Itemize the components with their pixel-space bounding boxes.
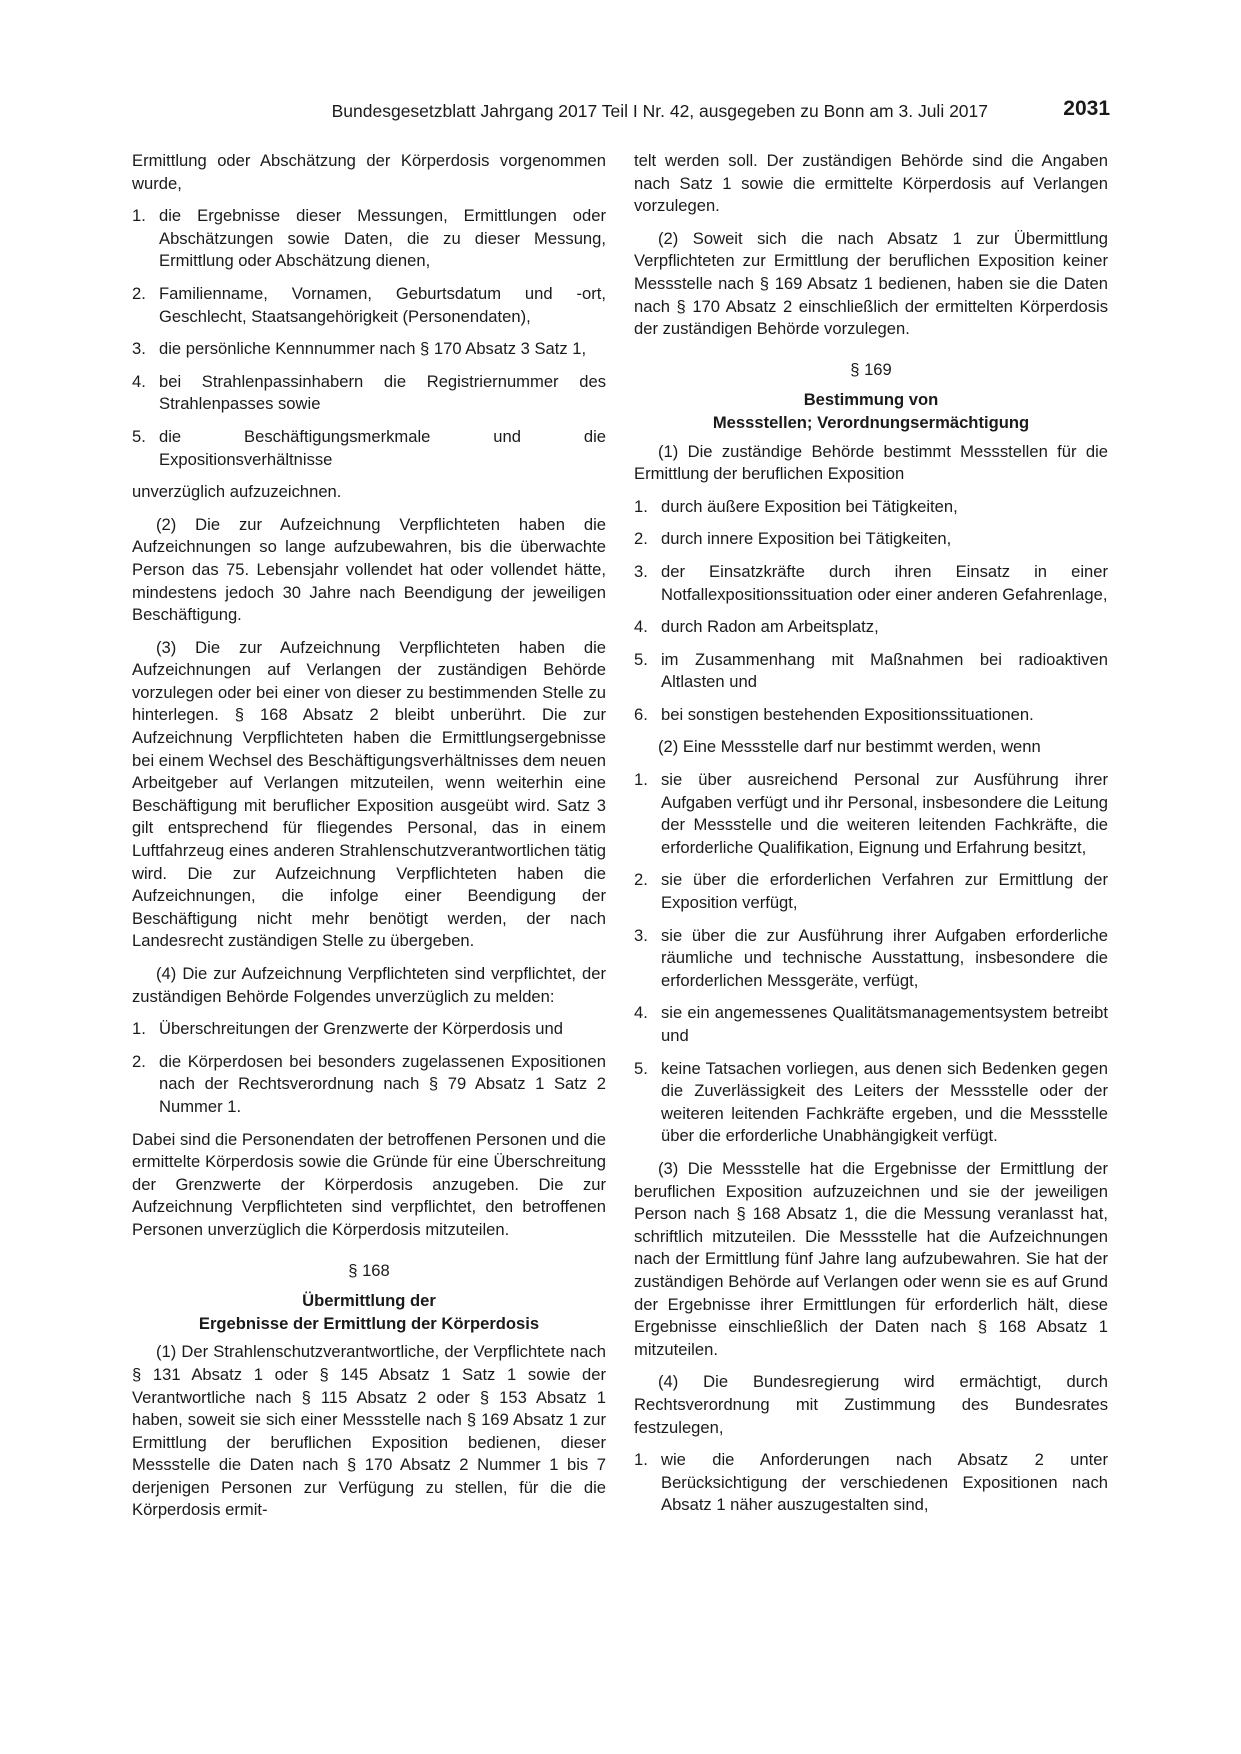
list-text: bei Strahlenpassinhabern die Registriernummer des Strahlenpasses sowie [159,371,606,414]
paragraph: (3) Die Messstelle hat die Ergebnisse der Ermittlung der beruflichen Exposition aufzuzeichnen und sie der jeweiligen Person nach § 168 Absatz 1, die die Messung veranlasst hat, schriftlich mitzuteilen. Die Messstelle hat die Aufzeichnungen nach der Ermittlung fünf Jahre lang aufzubewahren. Sie hat der zuständigen Behörde auf Verlangen oder wenn sie es auf Grund der Ergebnisse ihrer Ermittlungen für erforderlich hält, diese Ergebnisse einschließlich der Daten nach § 168 Absatz 1 mitzuteilen. [634,1158,1108,1359]
list-text: im Zusammenhang mit Maßnahmen bei radioaktiven Altlasten und [661,649,1108,692]
numbered-list [634,496,1108,727]
list-item [634,1002,1108,1047]
left-column [132,150,606,1532]
right-column [634,150,1108,1527]
list-item [132,338,606,361]
list-number: 4. [634,617,648,637]
paragraph: Ermittlung oder Abschätzung der Körperdosis vorgenommen wurde, [132,151,606,193]
numbered-list [634,1449,1108,1517]
paragraph: (3) Die zur Aufzeichnung Verpflichteten haben die Aufzeichnungen auf Verlangen der zuständigen Behörde vorzulegen oder bei einer von dieser zu bestimmenden Stelle zu hinterlegen. § 168 Absatz 2 bleibt unberührt. Die zur Aufzeichnung Verpflichteten haben die Ermittlungsergebnisse bei einem Wechsel des Beschäftigungsverhältnisses dem neuen Arbeitgeber auf Verlangen mitzuteilen, wenn weiterhin eine Beschäftigung mit beruflicher Exposition ausgeübt wird. Satz 3 gilt entsprechend für fliegendes Personal, das in einem Luftfahrzeug eines anderen Strahlenschutzverantwortlichen tätig wird. Die zur Aufzeichnung Verpflichteten haben die Aufzeichnungen, die infolge einer Beendigung der Beschäftigung nicht mehr benötigt werden, der nach Landesrecht zuständigen Stelle zu übergeben. [132,637,606,951]
list-number: 6. [634,704,648,724]
section-title-line: Bestimmung von [803,390,939,410]
list-number: 1. [634,1450,648,1470]
paragraph: Dabei sind die Personendaten der betroffenen Personen und die ermittelte Körperdosis sowie die Gründe für eine Überschreitung der Grenzwerte der Körperdosis anzugeben. Die zur Aufzeichnung Verpflichteten sind verpflichtet, den betroffenen Personen unverzüglich die Körperdosis mitzuteilen. [132,1129,606,1239]
list-item [132,283,606,328]
list-item [634,649,1108,694]
list-item [634,1449,1108,1517]
paragraph: unverzüglich aufzuzeichnen. [132,482,342,502]
numbered-list [634,769,1108,1148]
section-title [634,389,1108,434]
list-item [634,1058,1108,1148]
list-number: 1. [132,1019,146,1039]
list-item [132,426,606,471]
list-text: durch Radon am Arbeitsplatz, [661,617,879,637]
list-text: wie die Anforderungen nach Absatz 2 unter Berücksichtigung der verschiedenen Expositionen nach Absatz 1 näher auszugestalten sind, [661,1450,1108,1515]
list-text: die Körperdosen bei besonders zugelassenen Expositionen nach der Rechtsverordnung nach § 79 Absatz 1 Satz 2 Nummer 1. [159,1051,606,1116]
list-text: Familienname, Vornamen, Geburtsdatum und -ort, Geschlecht, Staatsangehörigkeit (Personendaten), [159,283,606,326]
list-text: die Beschäftigungsmerkmale und die Expositionsverhältnisse [159,426,606,469]
list-text: sie über die erforderlichen Verfahren zur Ermittlung der Exposition verfügt, [661,870,1108,913]
running-header: Bundesgesetzblatt Jahrgang 2017 Teil I Nr. 42, ausgegeben zu Bonn am 3. Juli 2017 [331,101,988,121]
list-item [634,561,1108,606]
list-item [634,496,1108,519]
paragraph: (1) Die zuständige Behörde bestimmt Messstellen für die Ermittlung der beruflichen Exposition [634,441,1108,484]
section-title [132,1290,606,1335]
list-item [634,769,1108,859]
list-text: Überschreitungen der Grenzwerte der Körperdosis und [159,1019,563,1039]
list-item [634,704,1108,727]
list-number: 2. [634,529,648,549]
list-text: die persönliche Kennnummer nach § 170 Absatz 3 Satz 1, [159,339,587,359]
list-item [132,1051,606,1119]
list-text: durch äußere Exposition bei Tätigkeiten, [661,496,958,516]
list-text: keine Tatsachen vorliegen, aus denen sich Bedenken gegen die Zuverlässigkeit des Leiters der Messstelle oder der weiteren leitenden Fachkräfte ergeben, und die Messstelle über die erforderliche Unabhängigkeit verfügt. [661,1058,1108,1146]
list-item [634,528,1108,551]
list-text: sie ein angemessenes Qualitätsmanagementsystem betreibt und [661,1003,1108,1045]
section-title-line: Messstellen; Verordnungsermächtigung [712,412,1030,432]
list-number: 5. [634,1058,648,1078]
list-item [132,1018,606,1041]
list-item [634,925,1108,993]
list-number: 3. [634,561,648,581]
list-text: sie über die zur Ausführung ihrer Aufgaben erforderliche räumliche und technische Ausstattung, insbesondere die erforderlichen Messgeräte, verfügt, [661,925,1108,990]
page-number: 2031 [1063,97,1110,120]
list-number: 5. [634,649,648,669]
list-number: 3. [634,925,648,945]
list-number: 5. [132,426,146,446]
list-number: 2. [132,283,146,303]
list-item [634,869,1108,914]
paragraph: telt werden soll. Der zuständigen Behörde sind die Angaben nach Satz 1 sowie die ermittelte Körperdosis auf Verlangen vorzulegen. [634,151,1108,216]
paragraph: (4) Die Bundesregierung wird ermächtigt, durch Rechtsverordnung mit Zustimmung des Bundesrates festzulegen, [634,1372,1108,1437]
list-item [132,371,606,416]
section-title-line: Ergebnisse der Ermittlung der Körperdosis [198,1313,540,1333]
list-number: 2. [634,870,648,890]
list-number: 1. [634,496,648,516]
list-text: bei sonstigen bestehenden Expositionssituationen. [661,704,1034,724]
numbered-list [132,205,606,471]
paragraph: (2) Eine Messstelle darf nur bestimmt werden, wenn [658,737,1041,757]
section-title-line: Übermittlung der [302,1291,436,1311]
list-number: 4. [634,1003,648,1023]
list-item [634,616,1108,639]
list-number: 3. [132,339,146,359]
paragraph: (2) Die zur Aufzeichnung Verpflichteten haben die Aufzeichnungen so lange aufzubewahren, bis die überwachte Person das 75. Lebensjahr vollendet hat oder vollendet hätte, mindestens jedoch 30 Jahre nach Beendigung der jeweiligen Beschäftigung. [132,514,606,625]
list-text: durch innere Exposition bei Tätigkeiten, [661,529,952,549]
numbered-list [132,1018,606,1118]
list-number: 1. [634,770,648,790]
paragraph: (4) Die zur Aufzeichnung Verpflichteten sind verpflichtet, der zuständigen Behörde Folgendes unverzüglich zu melden: [132,964,606,1006]
list-number: 4. [132,371,146,391]
list-number: 1. [132,206,146,226]
list-text: sie über ausreichend Personal zur Ausführung ihrer Aufgaben verfügt und ihr Personal, insbesondere die Leitung der Messstelle und die weiteren leitenden Fachkräfte, die erforderliche Qualifikation, Eignung und Erfahrung besitzt, [661,770,1108,857]
list-number: 2. [132,1051,146,1071]
list-text: der Einsatzkräfte durch ihren Einsatz in einer Notfallexpositionssituation oder einer anderen Gefahrenlage, [661,561,1108,604]
paragraph: (1) Der Strahlenschutzverantwortliche, der Verpflichtete nach § 131 Absatz 1 oder § 145 Absatz 1 Satz 1 sowie der Verantwortliche nach § 115 Absatz 2 oder § 153 Absatz 1 haben, soweit sie sich einer Messstelle nach § 169 Absatz 1 zur Ermittlung der beruflichen Exposition bedienen, dieser Messstelle die Daten nach § 170 Absatz 2 Nummer 1 bis 7 derjenigen Personen zur Verfügung zu stellen, für die die Körperdosis ermit- [132,1342,606,1520]
section-number: § 168 [348,1260,390,1280]
paragraph: (2) Soweit sich die nach Absatz 1 zur Übermittlung Verpflichteten zur Ermittlung der beruflichen Exposition keiner Messstelle nach § 169 Absatz 1 bedienen, haben sie die Daten nach § 170 Absatz 2 einschließlich der ermittelten Körperdosis der zuständigen Behörde vorzulegen. [634,228,1108,339]
list-item [132,205,606,273]
section-number: § 169 [850,359,892,379]
list-text: die Ergebnisse dieser Messungen, Ermittlungen oder Abschätzungen sowie Daten, die zu dieser Messung, Ermittlung oder Abschätzung dienen, [159,206,606,271]
